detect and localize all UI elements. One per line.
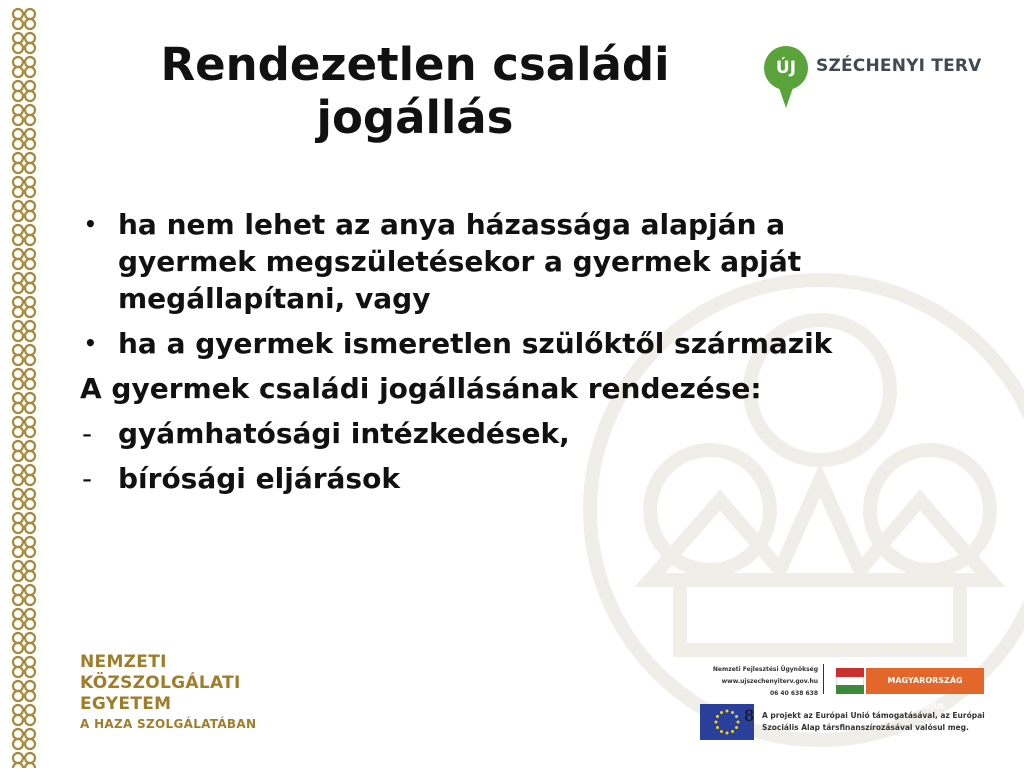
- bullet-icon: •: [84, 331, 97, 355]
- slide-body: [80, 206, 920, 505]
- dash-item: [80, 415, 920, 452]
- logo-name: SZÉCHENYI TERV: [816, 56, 982, 76]
- dash-icon: -: [82, 417, 93, 450]
- university-logo: [80, 652, 256, 733]
- footer-divider: [823, 664, 824, 694]
- agency-phone: 06 40 638 638: [769, 690, 818, 697]
- university-motto: A HAZA SZOLGÁLATÁBAN: [80, 717, 257, 731]
- agency-website: www.ujszechenyiterv.gov.hu: [721, 678, 818, 685]
- dash-item: [80, 460, 920, 497]
- university-line-1: NEMZETI: [80, 652, 167, 672]
- szechenyi-terv-logo: [764, 46, 984, 116]
- hungarian-flag-icon: [836, 668, 864, 694]
- eu-funding-note: A projekt az Európai Unió támogatásával, az Európai Szociális Alap társfinanszírozásával valósul meg.: [762, 711, 985, 732]
- title-line-2: jogállás: [316, 91, 514, 144]
- dash-text: gyámhatósági intézkedések,: [118, 417, 570, 450]
- bullet-text: ha a gyermek ismeretlen szülőktől származik: [118, 327, 833, 360]
- page-number: 8: [744, 706, 755, 725]
- subheading: A gyermek családi jogállásának rendezése:: [80, 372, 762, 405]
- slide-title: [95, 38, 735, 144]
- bullet-icon: •: [84, 212, 97, 236]
- ornamental-border: [0, 0, 52, 768]
- dash-text: bírósági eljárások: [118, 462, 400, 495]
- agency-info: [700, 664, 818, 700]
- university-line-2: KÖZSZOLGÁLATI: [80, 673, 241, 693]
- magyarorszag-megujul-badge: MAGYARORSZÁG MEGÚJUL: [866, 668, 984, 694]
- agency-name: Nemzeti Fejlesztési Ügynökség: [712, 666, 818, 673]
- logo-badge: ÚJ: [764, 46, 808, 90]
- title-line-1: Rendezetlen családi: [160, 38, 670, 91]
- bullet-text: ha nem lehet az anya házassága alapján a gyermek megszületésekor a gyermek apját megállapítani, vagy: [118, 208, 802, 315]
- bullet-item: [80, 206, 920, 317]
- dash-icon: -: [82, 462, 93, 495]
- university-line-3: EGYETEM: [80, 694, 172, 714]
- ornament-pattern-icon: [0, 0, 52, 768]
- bullet-item: [80, 325, 920, 362]
